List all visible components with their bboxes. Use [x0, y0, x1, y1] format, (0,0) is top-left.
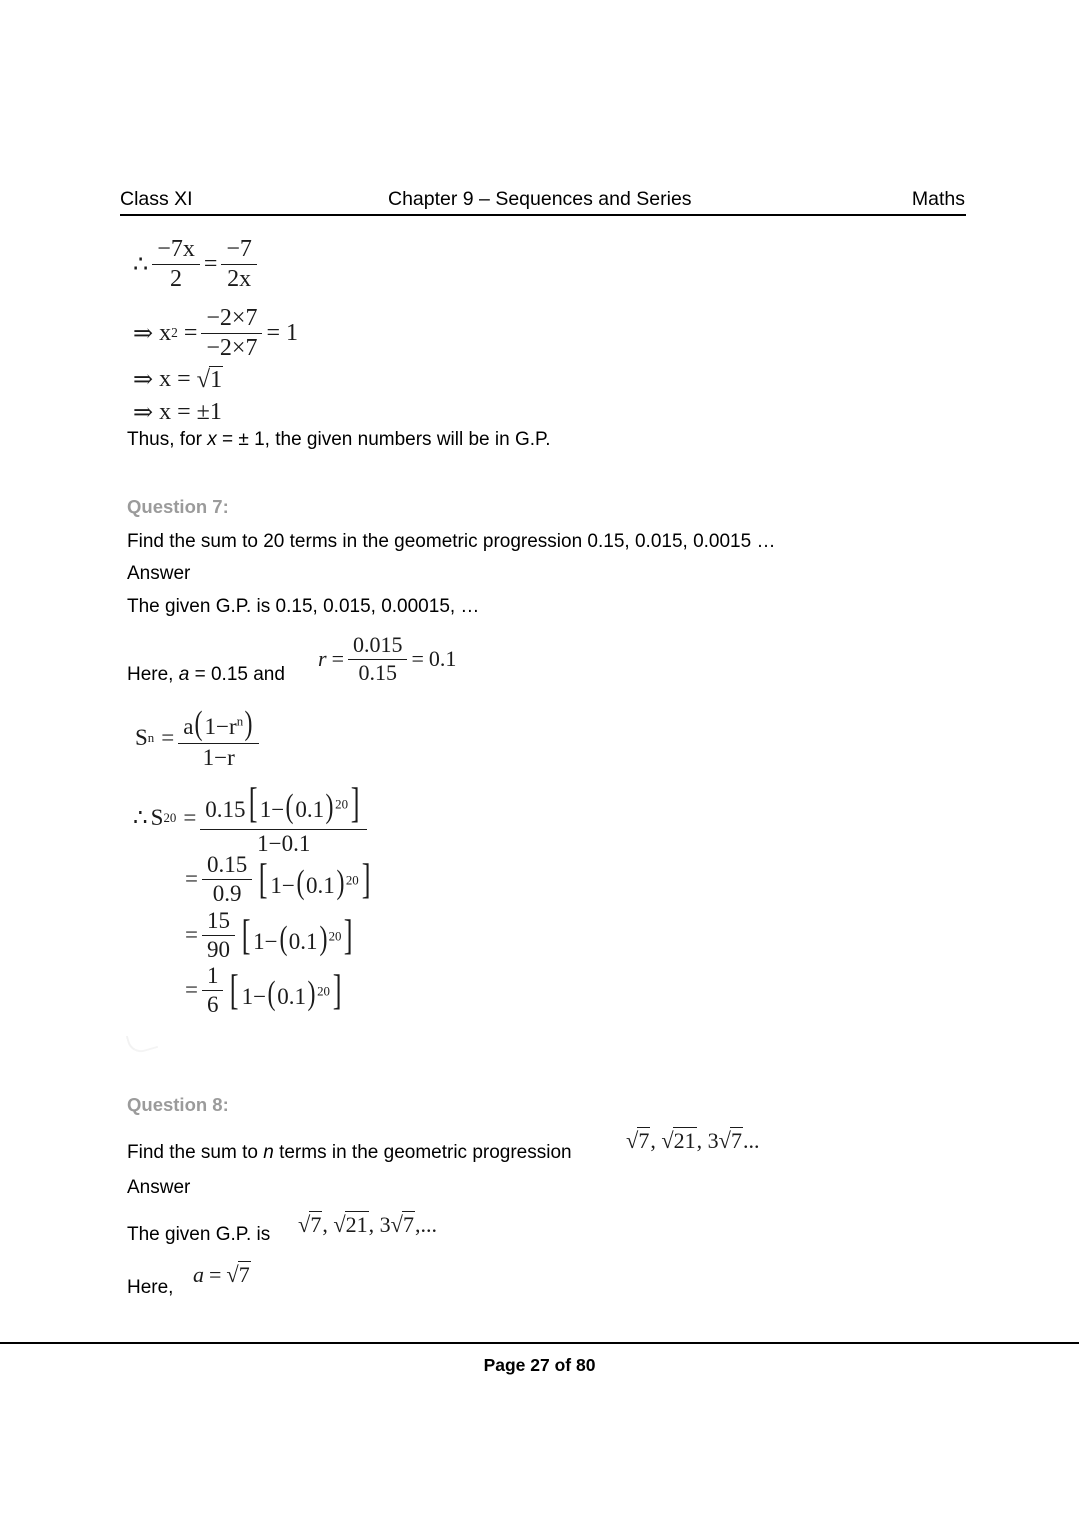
header-chapter-title: Chapter 9 – Sequences and Series [388, 188, 692, 210]
square-root-of-1 [197, 366, 223, 394]
separator: , [650, 1128, 662, 1153]
sum-formula-s20: ∴ S 20 = $\frac{0.15[ 1-(0.1) ^{20}]}{1-0.1}$ [133, 780, 371, 856]
question-8-prompt [127, 1140, 572, 1166]
equals-sign: = [185, 866, 198, 892]
fraction-0015-over-015 [348, 633, 408, 685]
variable-x: x [159, 319, 172, 346]
header-divider [120, 214, 966, 216]
denominator: 90 [206, 936, 230, 962]
math-line-x-equals-plus-minus-1 [133, 398, 222, 427]
right-bracket: ] [332, 966, 342, 1014]
inner-expression: 1−r [204, 714, 237, 739]
ellipsis: ... [742, 1128, 760, 1153]
numerator [200, 780, 367, 830]
implies-arrow: ⇒ [133, 320, 154, 347]
math-line-x-squared: ⇒ x 2 = $\frac{-2\times 7}{-2\times 7}$ = 1 [133, 305, 298, 361]
sum-formula-sn: S n = $\frac{a(1-r^n)}{1-r}$ [135, 705, 263, 771]
left-bracket: [ [230, 966, 239, 1014]
right-paren: ) [325, 788, 334, 825]
denominator: 0.9 [212, 880, 242, 906]
right-paren: ) [307, 974, 316, 1012]
fraction-neg7-over-2x [221, 236, 257, 293]
footer-divider [0, 1342, 1079, 1344]
fraction-a-1-minus-rn-over-1-minus-r [178, 705, 259, 771]
equals-sign: = [177, 366, 191, 392]
equals-sign: = [183, 319, 198, 346]
variable-a: a [193, 1262, 204, 1287]
symbol-S: S [135, 725, 148, 751]
prompt-text-part1: Find the sum to [127, 1142, 264, 1163]
conclusion-text-part2: = ± 1, the given numbers will be in G.P. [216, 429, 551, 450]
denominator: 1−0.1 [257, 830, 311, 856]
question-7-given-gp: The given G.P. is 0.15, 0.015, 0.00015, … [127, 596, 480, 617]
coefficient-015: 0.15 [205, 797, 246, 822]
inner-expression: 1− [259, 797, 285, 822]
header-class-label: Class XI [120, 188, 193, 210]
radical-sign: √ [333, 1212, 346, 1237]
italic-variable-n: n [263, 1142, 274, 1163]
italic-variable-a: a [178, 664, 190, 685]
left-paren: ( [279, 919, 288, 957]
question-7-prompt: Find the sum to 20 terms in the geometric progression 0.15, 0.015, 0.0015 … [127, 531, 776, 552]
denominator: 0.15 [358, 659, 397, 685]
question-7-heading: Question 7: [127, 496, 229, 517]
fraction-s20-expression [200, 780, 367, 856]
equals-sign: = [185, 977, 198, 1003]
exponent-20: 20 [317, 984, 330, 999]
separator: , [696, 1128, 708, 1153]
right-bracket: ] [344, 911, 353, 959]
inner-expression: 1− [270, 872, 295, 898]
equals-sign: = [209, 1262, 222, 1287]
exponent-20: 20 [335, 797, 349, 812]
radical-sign: √ [661, 1128, 674, 1153]
exponent-20: 20 [345, 873, 359, 888]
fraction-neg7x-over-2 [152, 236, 200, 293]
left-bracket: [ [258, 855, 268, 903]
left-paren: ( [296, 863, 305, 901]
denominator: 6 [206, 991, 219, 1017]
fraction-15-over-90 [202, 908, 235, 963]
question-7-answer-label: Answer [127, 563, 191, 584]
equals-sign: = [266, 319, 280, 346]
ratio-value: 0.1 [428, 646, 457, 672]
square-root-of-7 [226, 1262, 250, 1288]
sum-step-1-over-6 [185, 963, 344, 1018]
denominator: 2x [227, 265, 252, 292]
numerator: −7x [152, 236, 200, 265]
denominator: −2×7 [206, 334, 258, 361]
left-paren: ( [194, 705, 203, 742]
bracketed-expression [256, 855, 373, 904]
therefore-symbol: ∴ [133, 805, 148, 831]
value-plus-minus-1: ±1 [196, 399, 222, 425]
inner-expression: 1− [241, 983, 267, 1009]
coefficient-a: a [183, 714, 194, 739]
here-text-part1: Here, [127, 664, 179, 685]
question-8-given-gp-sequence [298, 1212, 437, 1238]
equals-sign: = [185, 922, 198, 948]
bracketed-expression [239, 911, 356, 960]
right-bracket: ] [350, 780, 360, 827]
sum-step-15-over-90 [185, 908, 356, 963]
square-root-of-21 [333, 1212, 368, 1237]
question-8-answer-label: Answer [127, 1177, 191, 1198]
numerator: −7 [221, 236, 257, 265]
square-root-of-7 [298, 1212, 322, 1237]
radical-sign: √ [226, 1262, 239, 1287]
equals-sign: = [411, 646, 424, 672]
question-8-here-label: Here, [127, 1277, 174, 1298]
numerator: 0.015 [348, 633, 408, 660]
left-bracket: [ [248, 780, 258, 827]
question-8-first-term-formula [193, 1262, 251, 1288]
fraction-015-over-09 [202, 852, 252, 907]
ellipsis: ,... [414, 1212, 437, 1237]
radicand: 7 [402, 1212, 414, 1237]
right-paren: ) [244, 705, 253, 742]
square-root-of-7 [391, 1212, 415, 1237]
question-7-here-line [127, 662, 285, 688]
radicand: 21 [345, 1212, 368, 1237]
therefore-symbol: ∴ [133, 251, 149, 278]
base-01: 0.1 [295, 797, 325, 822]
common-ratio-formula [318, 633, 456, 685]
radical-sign: √ [390, 1212, 403, 1237]
square-root-of-7 [626, 1128, 650, 1153]
math-line-x-equals-sqrt1 [133, 365, 223, 394]
fraction-1-over-6 [202, 963, 224, 1018]
question-8-gp-sequence [626, 1128, 759, 1154]
equals-sign: = [203, 250, 218, 277]
base-01: 0.1 [288, 928, 318, 954]
variable-r: r [318, 646, 327, 672]
equals-sign: = [331, 646, 344, 672]
header-row [120, 186, 965, 212]
numerator: 15 [202, 908, 235, 936]
math-line-therefore-ratio [133, 236, 261, 293]
base-01: 0.1 [306, 872, 335, 898]
bracketed-expression [227, 966, 344, 1015]
numerator: 0.15 [202, 852, 252, 880]
right-paren: ) [336, 863, 345, 901]
exponent-20: 20 [328, 929, 342, 944]
sum-step-015-over-09 [185, 852, 373, 907]
base-01: 0.1 [277, 983, 306, 1009]
equals-sign: = [177, 399, 191, 425]
coefficient-3: 3 [379, 1212, 391, 1237]
left-paren: ( [267, 974, 276, 1012]
radical-sign: √ [718, 1128, 731, 1153]
prompt-text-part2: terms in the geometric progression [273, 1142, 572, 1163]
numerator [178, 705, 259, 744]
question-8-given-line: The given G.P. is [127, 1224, 271, 1245]
radicand: 7 [238, 1262, 250, 1287]
radicand: 21 [673, 1128, 696, 1153]
implies-arrow: ⇒ [133, 400, 154, 426]
right-paren: ) [319, 919, 328, 957]
radicand: 1 [210, 366, 223, 393]
square-root-of-21 [661, 1128, 696, 1153]
header-subject-label: Maths [911, 188, 965, 210]
numerator: 1 [202, 963, 224, 991]
inner-expression: 1− [253, 928, 278, 954]
fraction-neg2x7-over-neg2x7 [201, 305, 262, 362]
conclusion-line [127, 427, 551, 453]
exponent-n: n [236, 714, 244, 729]
square-root-of-7 [719, 1128, 743, 1153]
implies-arrow: ⇒ [133, 367, 154, 393]
page-number-label: Page 27 of 80 [483, 1355, 596, 1375]
scan-artifact [126, 1029, 158, 1056]
radical-sign: √ [298, 1212, 311, 1237]
numerator: −2×7 [201, 305, 262, 334]
coefficient-3: 3 [707, 1128, 719, 1153]
right-bracket: ] [361, 855, 371, 903]
symbol-S: S [150, 805, 164, 831]
left-paren: ( [285, 788, 294, 825]
equals-sign: = [183, 805, 197, 831]
radicand: 7 [730, 1128, 742, 1153]
radicand: 7 [310, 1212, 322, 1237]
separator: , [368, 1212, 380, 1237]
radicand: 7 [638, 1128, 650, 1153]
variable-x: x [159, 366, 172, 392]
equals-sign: = [161, 725, 175, 751]
conclusion-text-part1: Thus, for [127, 429, 208, 450]
denominator: 1−r [202, 745, 235, 771]
variable-x: x [159, 399, 172, 425]
denominator: 2 [170, 265, 183, 292]
radical-sign: √ [626, 1128, 639, 1153]
left-bracket: [ [241, 911, 251, 959]
result-one: 1 [286, 319, 298, 346]
question-8-heading: Question 8: [127, 1094, 229, 1115]
here-text-part2: = 0.15 and [189, 664, 285, 685]
italic-variable-x: x [207, 429, 217, 450]
radical-sign: √ [196, 365, 211, 393]
separator: , [322, 1212, 334, 1237]
